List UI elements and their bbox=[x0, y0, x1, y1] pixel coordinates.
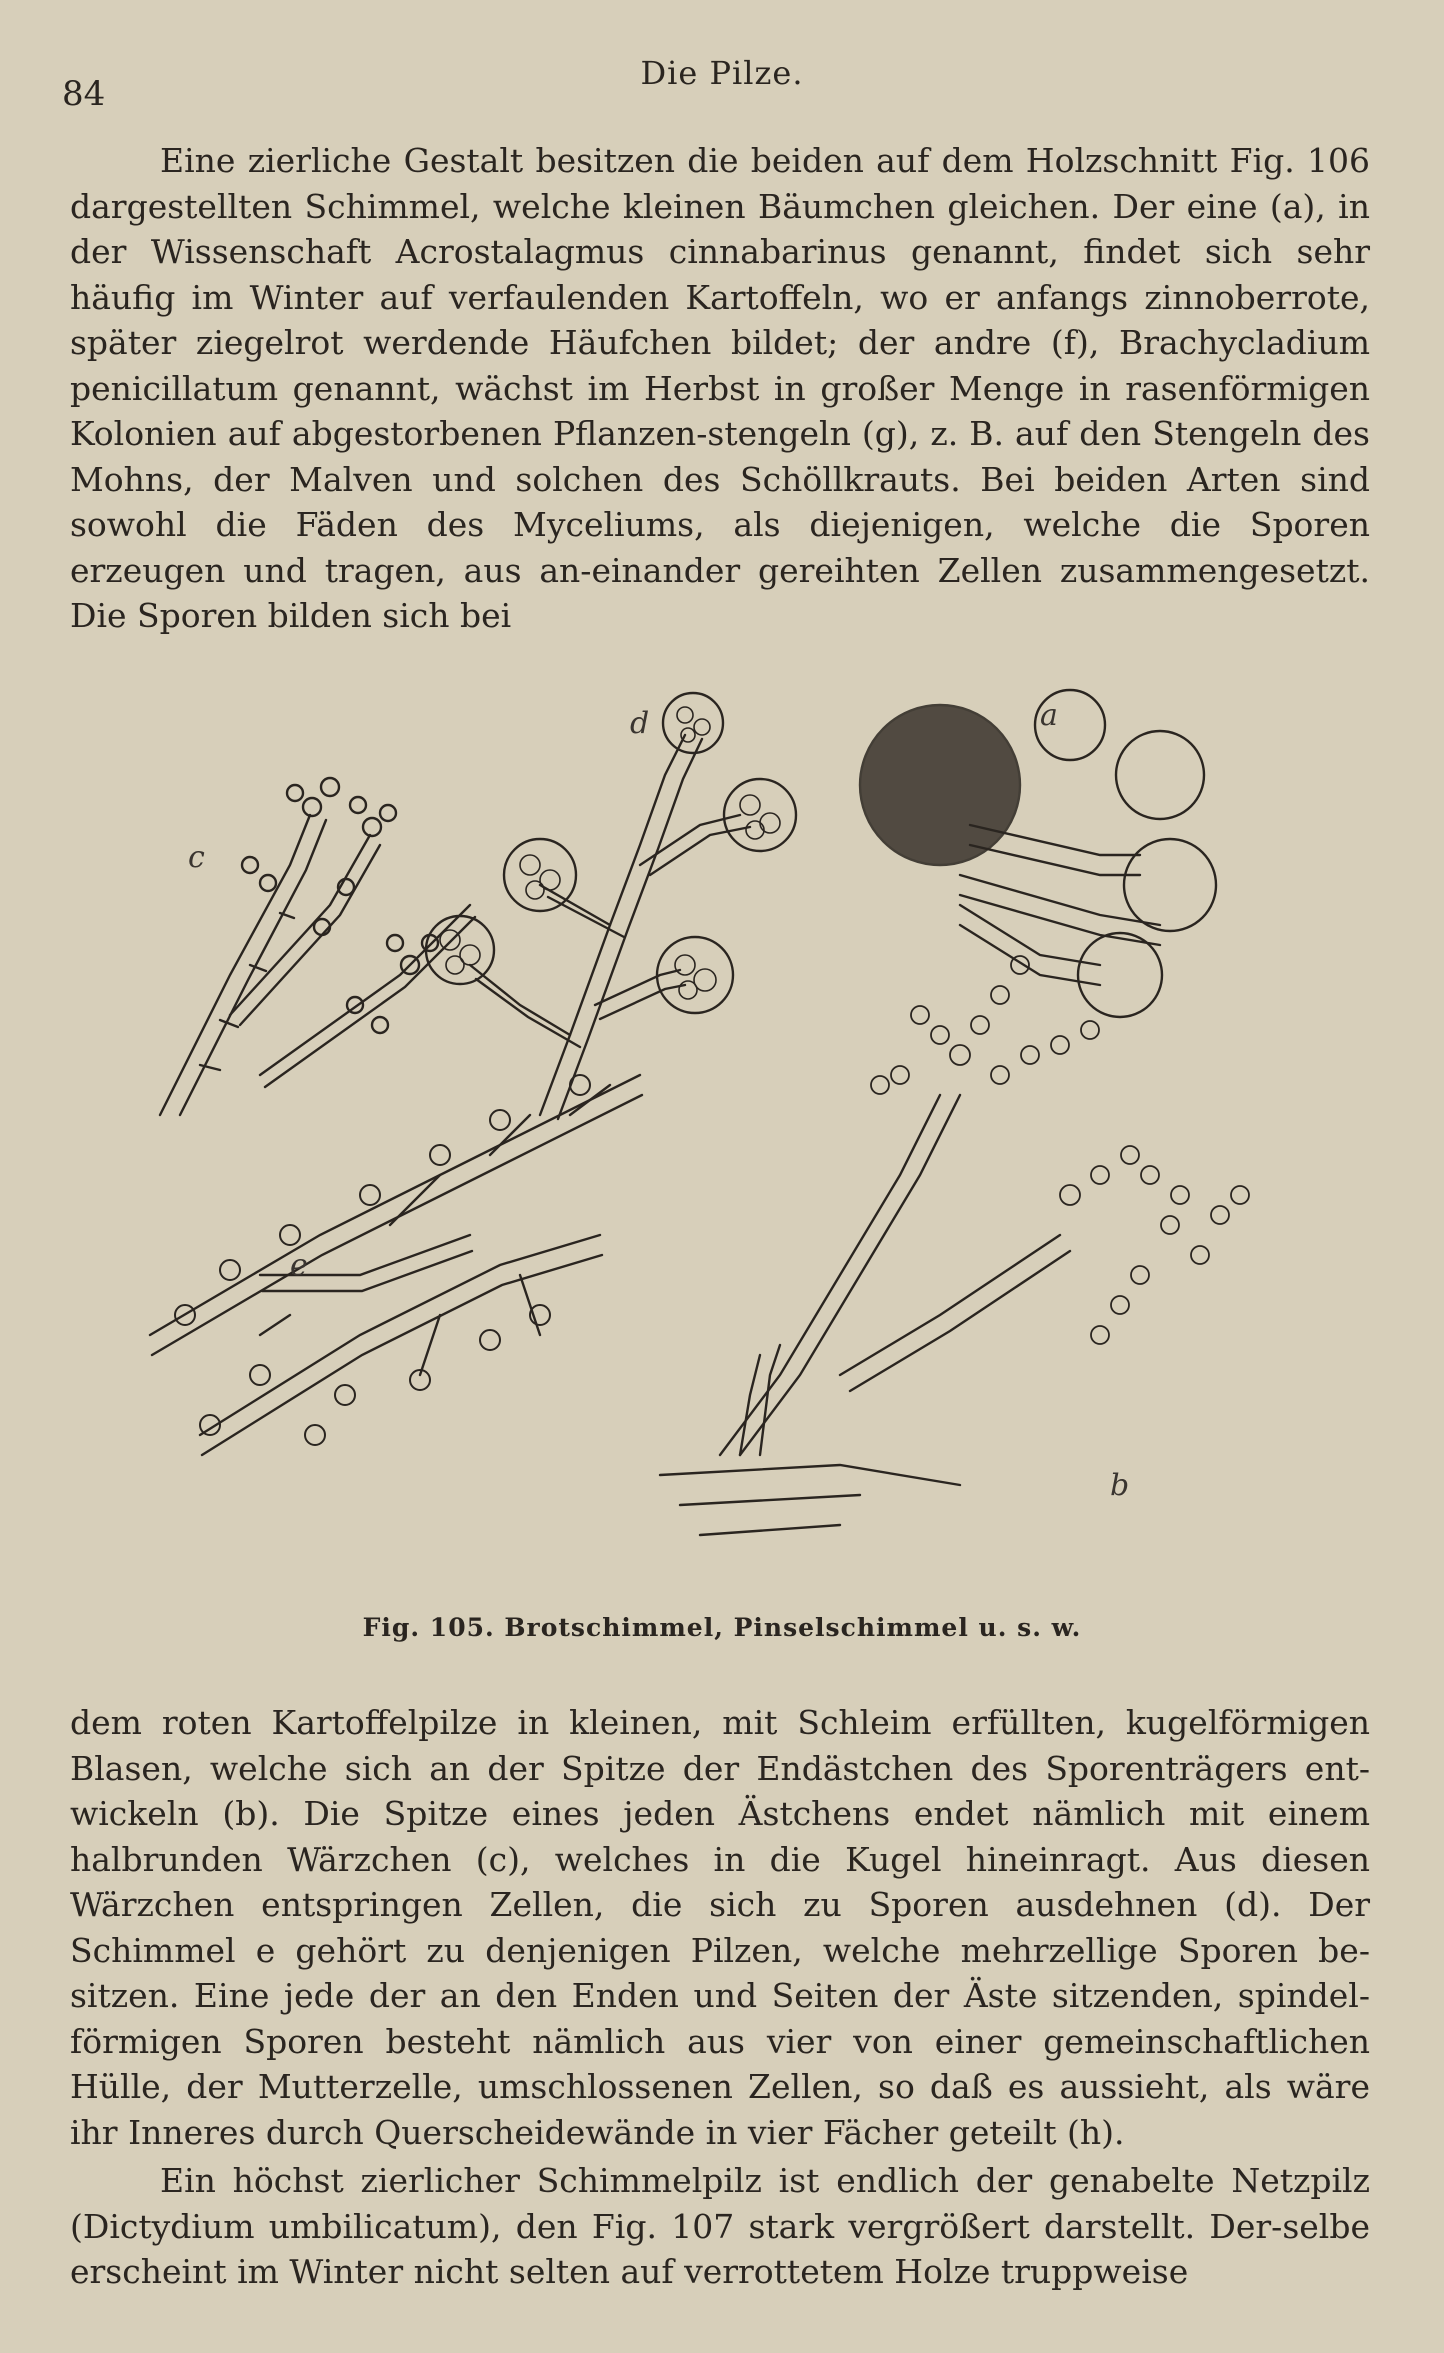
figure-label-e: e bbox=[290, 1248, 308, 1283]
page-number: 84 bbox=[62, 74, 106, 114]
fungus-c-drawing bbox=[160, 778, 475, 1115]
running-head: Die Pilze. bbox=[640, 54, 804, 92]
figure-illustration bbox=[140, 675, 1360, 1605]
figure-label-d: d bbox=[630, 706, 650, 741]
fungus-e-drawing bbox=[150, 1075, 642, 1455]
fungus-b-drawing bbox=[660, 956, 1249, 1535]
paragraph-3: Ein höchst zierlicher Schimmelpilz ist endlich der genabelte Netzpilz (Dictydium umbilicatum), den Fig. 107 stark vergrößert darstellt. Der-selbe erscheint im Winter nicht selten auf verrottetem Holze truppweise bbox=[70, 2161, 1370, 2291]
figure-label-a: a bbox=[1040, 698, 1058, 733]
figure-label-b: b bbox=[1110, 1468, 1130, 1503]
fungus-d-drawing bbox=[426, 693, 796, 1119]
figure-caption: Fig. 105. Brotschimmel, Pinselschimmel u. s. w. bbox=[362, 1613, 1082, 1642]
fungus-a-drawing bbox=[860, 690, 1216, 1017]
paragraph-1: Eine zierliche Gestalt besitzen die beiden auf dem Holzschnitt Fig. 106 dargestellten Schimmel, welche kleinen Bäumchen gleichen. Der eine (a), in der Wissenschaft Acrostalagmus cinnabarinus genannt, findet sich sehr häufig im Winter auf verfaulenden Kartoffeln, wo er anfangs zinnoberrote, später ziegelrot werdende Häufchen bildet; der andre (f), Brachycladium penicillatum genannt, wächst im Herbst in großer Menge in rasenförmigen Kolonien auf abgestorbenen Pflanzen-stengeln (g), z. B. auf den Stengeln des Mohns, der Malven und solchen des Schöllkrauts. Bei beiden Arten sind sowohl die Fäden des Myceliums, als diejenigen, welche die Sporen erzeugen und tragen, aus an-einander gereihten Zellen zusammengesetzt. Die Sporen bilden sich bei bbox=[70, 141, 1370, 635]
paragraph-2: dem roten Kartoffelpilze in kleinen, mit Schleim erfüllten, kugelförmigen Blasen, welche sich an der Spitze der Endästchen des Sporenträgers ent-wickeln (b). Die Spitze eines jeden Ästchens endet nämlich mit einem halbrunden Wärzchen (c), welches in die Kugel hineinragt. Aus diesen Wärzchen entspringen Zellen, die sich zu Sporen ausdehnen (d). Der Schimmel e gehört zu denjenigen Pilzen, welche mehrzellige Sporen be-sitzen. Eine jede der an den Enden und Seiten der Äste sitzenden, spindel-förmigen Sporen besteht nämlich aus vier von einer gemeinschaftlichen Hülle, der Mutterzelle, umschlossenen Zellen, so daß es aussieht, als wäre ihr Inneres durch Querscheidewände in vier Fächer geteilt (h). bbox=[70, 1703, 1370, 2152]
figure-label-c: c bbox=[188, 840, 205, 875]
